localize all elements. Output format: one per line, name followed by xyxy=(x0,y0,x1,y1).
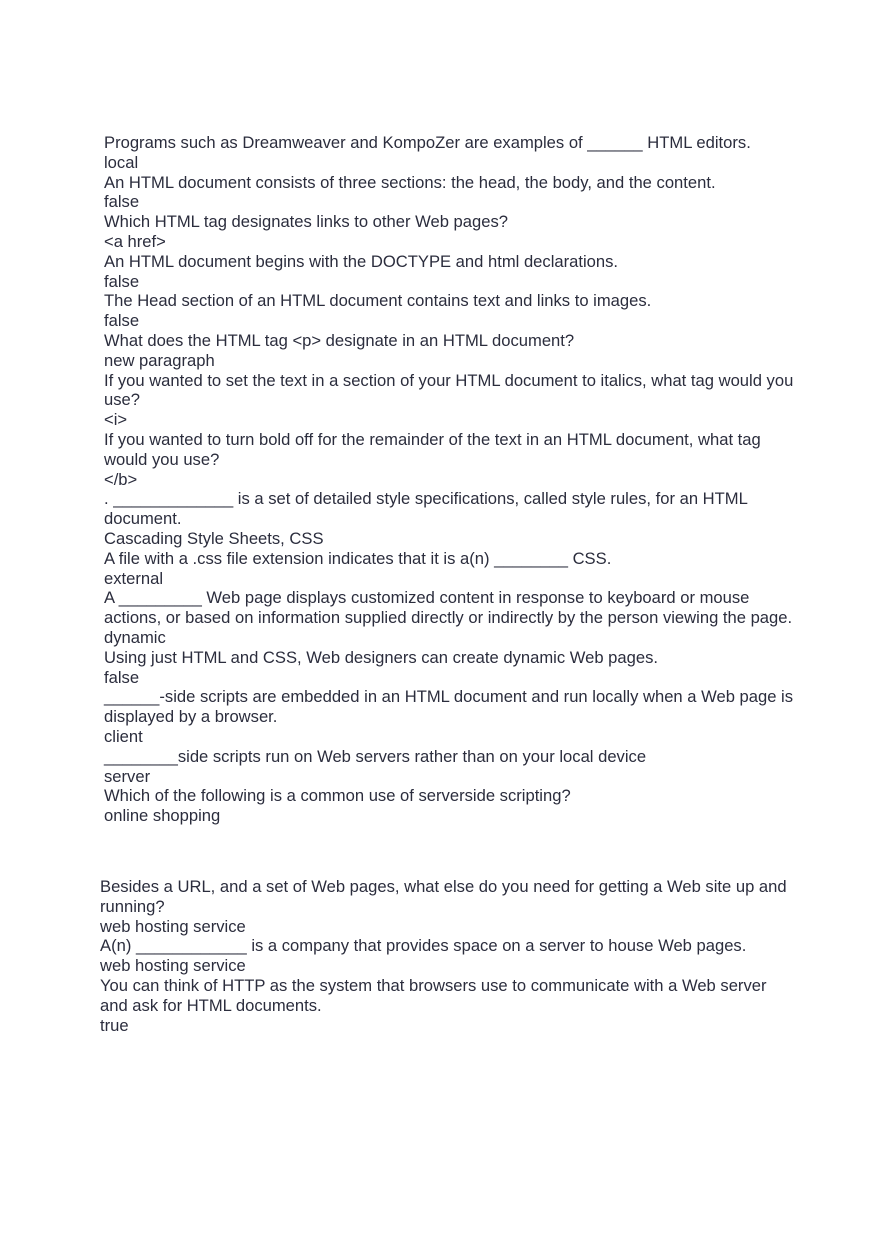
qa-item xyxy=(104,430,794,489)
qa-item xyxy=(104,173,794,213)
question-text: ______-side scripts are embedded in an HTML document and run locally when a Web page is displayed by a browser. xyxy=(104,687,794,727)
question-text: Using just HTML and CSS, Web designers can create dynamic Web pages. xyxy=(104,647,659,667)
qa-item xyxy=(104,747,794,787)
answer-text: <a href> xyxy=(104,231,166,251)
qa-item xyxy=(104,291,794,331)
qa-item xyxy=(100,976,790,1035)
question-text: A(n) ____________ is a company that provides space on a server to house Web pages. xyxy=(100,936,747,956)
answer-text: dynamic xyxy=(104,627,166,647)
answer-text: false xyxy=(104,192,140,212)
answer-text: external xyxy=(104,568,164,588)
qa-section-two xyxy=(100,877,790,1035)
answer-text: Cascading Style Sheets, CSS xyxy=(104,528,324,548)
question-text: What does the HTML tag <p> designate in an HTML document? xyxy=(104,330,575,350)
qa-item xyxy=(104,648,794,688)
qa-item xyxy=(104,331,794,371)
question-text: An HTML document begins with the DOCTYPE and html declarations. xyxy=(104,251,619,271)
answer-text: false xyxy=(104,311,140,331)
answer-text: online shopping xyxy=(104,806,221,826)
question-text: If you wanted to turn bold off for the remainder of the text in an HTML document, what tag would you use? xyxy=(104,429,761,469)
answer-text: false xyxy=(104,271,140,291)
qa-item xyxy=(100,936,790,976)
qa-item xyxy=(104,252,794,292)
question-text: Which of the following is a common use of serverside scripting? xyxy=(104,786,571,806)
question-text: Programs such as Dreamweaver and KompoZer are examples of ______ HTML editors. xyxy=(104,133,751,152)
answer-text: new paragraph xyxy=(104,350,215,370)
question-text: ________side scripts run on Web servers rather than on your local device xyxy=(104,746,647,766)
qa-item xyxy=(104,687,794,746)
answer-text: client xyxy=(104,726,143,746)
qa-item xyxy=(104,212,794,252)
qa-item xyxy=(104,489,794,548)
answer-text: </b> xyxy=(104,469,138,489)
question-text: Besides a URL, and a set of Web pages, what else do you need for getting a Web site up and running? xyxy=(100,877,787,916)
answer-text: web hosting service xyxy=(100,916,246,936)
answer-text: web hosting service xyxy=(100,956,246,976)
question-text: You can think of HTTP as the system that browsers use to communicate with a Web server and ask for HTML documents. xyxy=(100,975,767,1015)
qa-item xyxy=(100,877,790,936)
question-text: A _________ Web page displays customized content in response to keyboard or mouse actions, or based on information supplied directly or indirectly by the person viewing the page. xyxy=(104,588,793,628)
qa-item xyxy=(104,549,794,589)
question-text: Which HTML tag designates links to other Web pages? xyxy=(104,212,508,232)
qa-item xyxy=(104,588,794,647)
question-text: . _____________ is a set of detailed style specifications, called style rules, for an HTML document. xyxy=(104,489,748,529)
qa-section-one xyxy=(104,133,794,826)
question-text: The Head section of an HTML document contains text and links to images. xyxy=(104,291,652,311)
qa-item xyxy=(104,371,794,430)
answer-text: false xyxy=(104,667,140,687)
question-text: A file with a .css file extension indicates that it is a(n) ________ CSS. xyxy=(104,548,612,568)
qa-item xyxy=(104,786,794,826)
answer-text: server xyxy=(104,766,151,786)
question-text: If you wanted to set the text in a section of your HTML document to italics, what tag would you use? xyxy=(104,370,794,410)
answer-text: <i> xyxy=(104,410,128,430)
answer-text: true xyxy=(100,1015,129,1035)
qa-item xyxy=(104,133,794,173)
question-text: An HTML document consists of three sections: the head, the body, and the content. xyxy=(104,172,716,192)
answer-text: local xyxy=(104,152,139,172)
